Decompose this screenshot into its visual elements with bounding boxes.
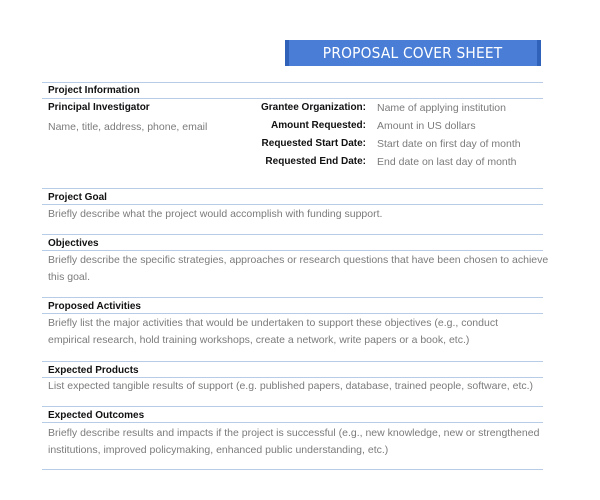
- divider: [42, 98, 543, 99]
- expected-outcomes-text-line-2: institutions, improved policymaking, enhanced public understanding, etc.): [48, 444, 389, 456]
- divider: [42, 469, 543, 470]
- divider: [42, 82, 543, 83]
- requested-end-date-label: Requested End Date:: [265, 156, 366, 167]
- proposed-activities-text-line-2: empirical research, hold training workshops, create a network, write papers or a book, etc.): [48, 334, 470, 346]
- project-goal-heading: Project Goal: [48, 192, 107, 203]
- principal-investigator-label: Principal Investigator: [48, 102, 150, 113]
- grantee-organization-value: Name of applying institution: [377, 102, 506, 114]
- project-information-heading: Project Information: [48, 85, 140, 96]
- divider: [42, 377, 543, 378]
- objectives-heading: Objectives: [48, 238, 99, 249]
- divider: [42, 234, 543, 235]
- divider: [42, 188, 543, 189]
- divider: [42, 250, 543, 251]
- objectives-text-line-2: this goal.: [48, 271, 91, 283]
- title-banner: [285, 40, 541, 66]
- requested-start-date-value: Start date on first day of month: [377, 138, 521, 150]
- divider: [42, 204, 543, 205]
- expected-products-heading: Expected Products: [48, 365, 139, 376]
- principal-investigator-value: Name, title, address, phone, email: [48, 121, 208, 133]
- amount-requested-label: Amount Requested:: [271, 120, 366, 131]
- amount-requested-value: Amount in US dollars: [377, 120, 476, 132]
- expected-outcomes-text-line-1: Briefly describe results and impacts if the project is successful (e.g., new knowledge, new or strengthened: [48, 427, 540, 439]
- divider: [42, 313, 543, 314]
- requested-end-date-value: End date on last day of month: [377, 156, 517, 168]
- requested-start-date-label: Requested Start Date:: [261, 138, 366, 149]
- proposed-activities-text-line-1: Briefly list the major activities that would be undertaken to support these objectives (e.g., conduct: [48, 317, 498, 329]
- divider: [42, 361, 543, 362]
- project-goal-text: Briefly describe what the project would accomplish with funding support.: [48, 208, 383, 220]
- divider: [42, 422, 543, 423]
- expected-outcomes-heading: Expected Outcomes: [48, 410, 145, 421]
- objectives-text-line-1: Briefly describe the specific strategies, approaches or research questions that have been chosen to achieve: [48, 254, 549, 266]
- divider: [42, 406, 543, 407]
- grantee-organization-label: Grantee Organization:: [260, 102, 366, 113]
- page-title: PROPOSAL COVER SHEET: [323, 44, 503, 62]
- expected-products-text: List expected tangible results of support (e.g. published papers, database, trained people, software, etc.): [48, 380, 534, 392]
- proposed-activities-heading: Proposed Activities: [48, 301, 141, 312]
- divider: [42, 297, 543, 298]
